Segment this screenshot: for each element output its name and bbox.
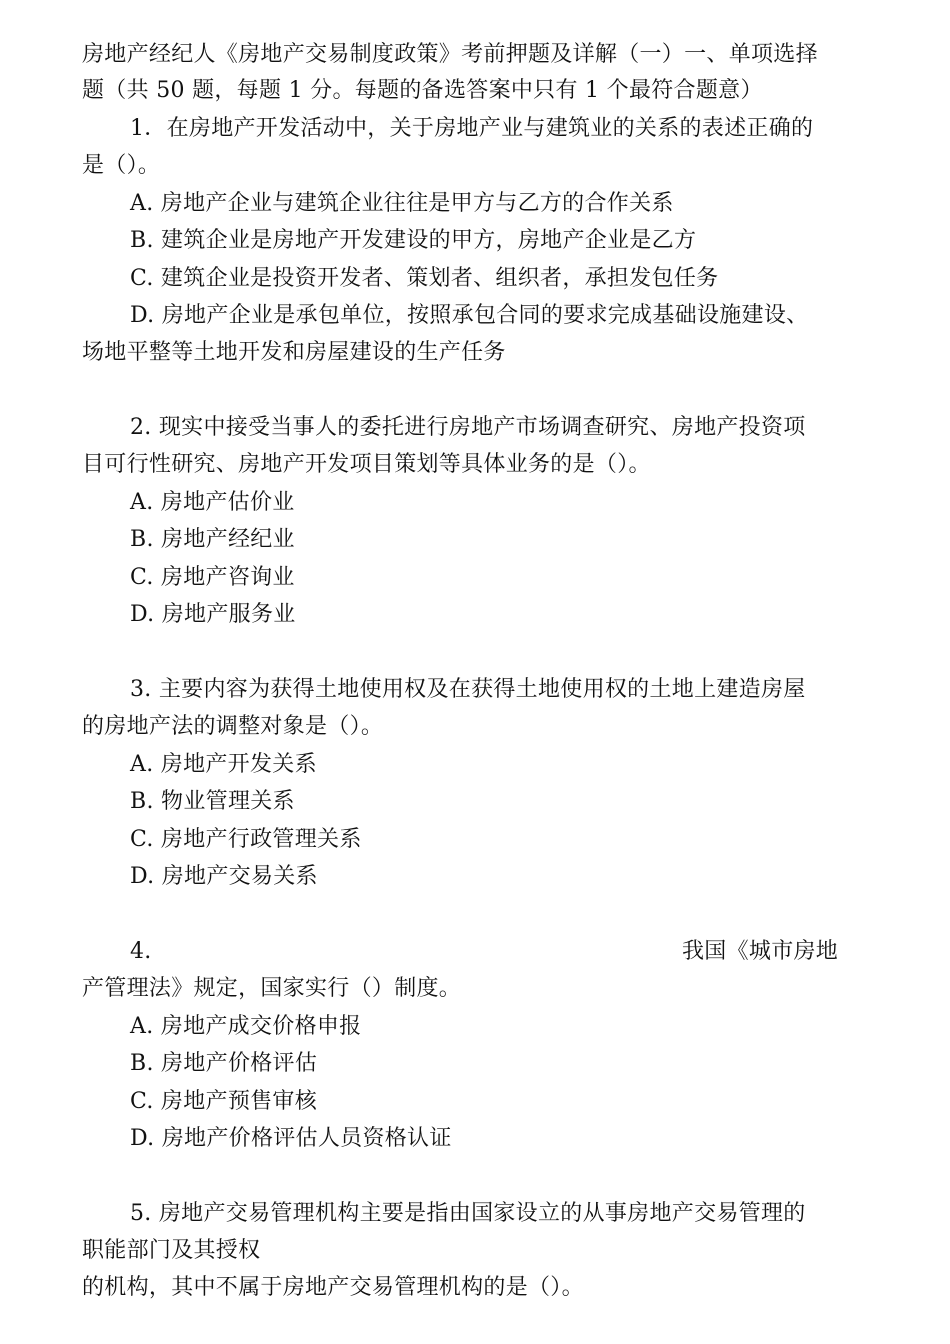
q4-number: 4. xyxy=(130,939,152,964)
intro-line-2: 题（共 50 题，每题 1 分。每题的备选答案中只有 1 个最符合题意） xyxy=(82,78,763,103)
q2-stem-line-2: 目可行性研究、房地产开发项目策划等具体业务的是（）。 xyxy=(82,452,651,477)
q3-option-b: B. 物业管理关系 xyxy=(130,789,295,814)
q1-stem-line-1: 1．在房地产开发活动中，关于房地产业与建筑业的关系的表述正确的 xyxy=(130,116,814,141)
q1-option-a: A. 房地产企业与建筑企业往往是甲方与乙方的合作关系 xyxy=(130,191,674,216)
q3-stem-line-2: 的房地产法的调整对象是（）。 xyxy=(82,714,384,739)
q1-option-b: B. 建筑企业是房地产开发建设的甲方，房地产企业是乙方 xyxy=(130,228,697,253)
q1-option-d-cont: 场地平整等土地开发和房屋建设的生产任务 xyxy=(82,340,506,365)
q4-stem-line-2: 产管理法》规定，国家实行（）制度。 xyxy=(82,976,462,1001)
q1-option-d: D. 房地产企业是承包单位，按照承包合同的要求完成基础设施建设、 xyxy=(130,303,809,328)
q4-option-d: D. 房地产价格评估人员资格认证 xyxy=(130,1126,452,1151)
q4-option-b: B. 房地产价格评估 xyxy=(130,1051,318,1076)
q2-option-c: C. 房地产咨询业 xyxy=(130,565,295,590)
intro-line-1: 房地产经纪人《房地产交易制度政策》考前押题及详解（一）一、单项选择 xyxy=(82,42,818,67)
q1-option-c: C. 建筑企业是投资开发者、策划者、组织者，承担发包任务 xyxy=(130,266,719,291)
q4-stem-line-1: 我国《城市房地 xyxy=(682,939,839,964)
q3-option-c: C. 房地产行政管理关系 xyxy=(130,827,362,852)
q4-option-a: A. 房地产成交价格申报 xyxy=(130,1014,362,1039)
q2-option-d: D. 房地产服务业 xyxy=(130,602,296,627)
q3-stem-line-1: 3. 主要内容为获得土地使用权及在获得土地使用权的土地上建造房屋 xyxy=(130,677,806,702)
q1-stem-line-2: 是（）。 xyxy=(82,153,161,178)
q2-option-a: A. 房地产估价业 xyxy=(130,490,295,515)
q5-stem-line-1: 5. 房地产交易管理机构主要是指由国家设立的从事房地产交易管理的 xyxy=(130,1201,806,1226)
q2-option-b: B. 房地产经纪业 xyxy=(130,527,295,552)
q3-option-a: A. 房地产开发关系 xyxy=(130,752,317,777)
q5-stem-line-2: 职能部门及其授权 xyxy=(82,1238,261,1263)
q2-stem-line-1: 2. 现实中接受当事人的委托进行房地产市场调查研究、房地产投资项 xyxy=(130,415,806,440)
q5-stem-line-3: 的机构，其中不属于房地产交易管理机构的是（）。 xyxy=(82,1275,584,1300)
q4-option-c: C. 房地产预售审核 xyxy=(130,1089,318,1114)
q3-option-d: D. 房地产交易关系 xyxy=(130,864,318,889)
